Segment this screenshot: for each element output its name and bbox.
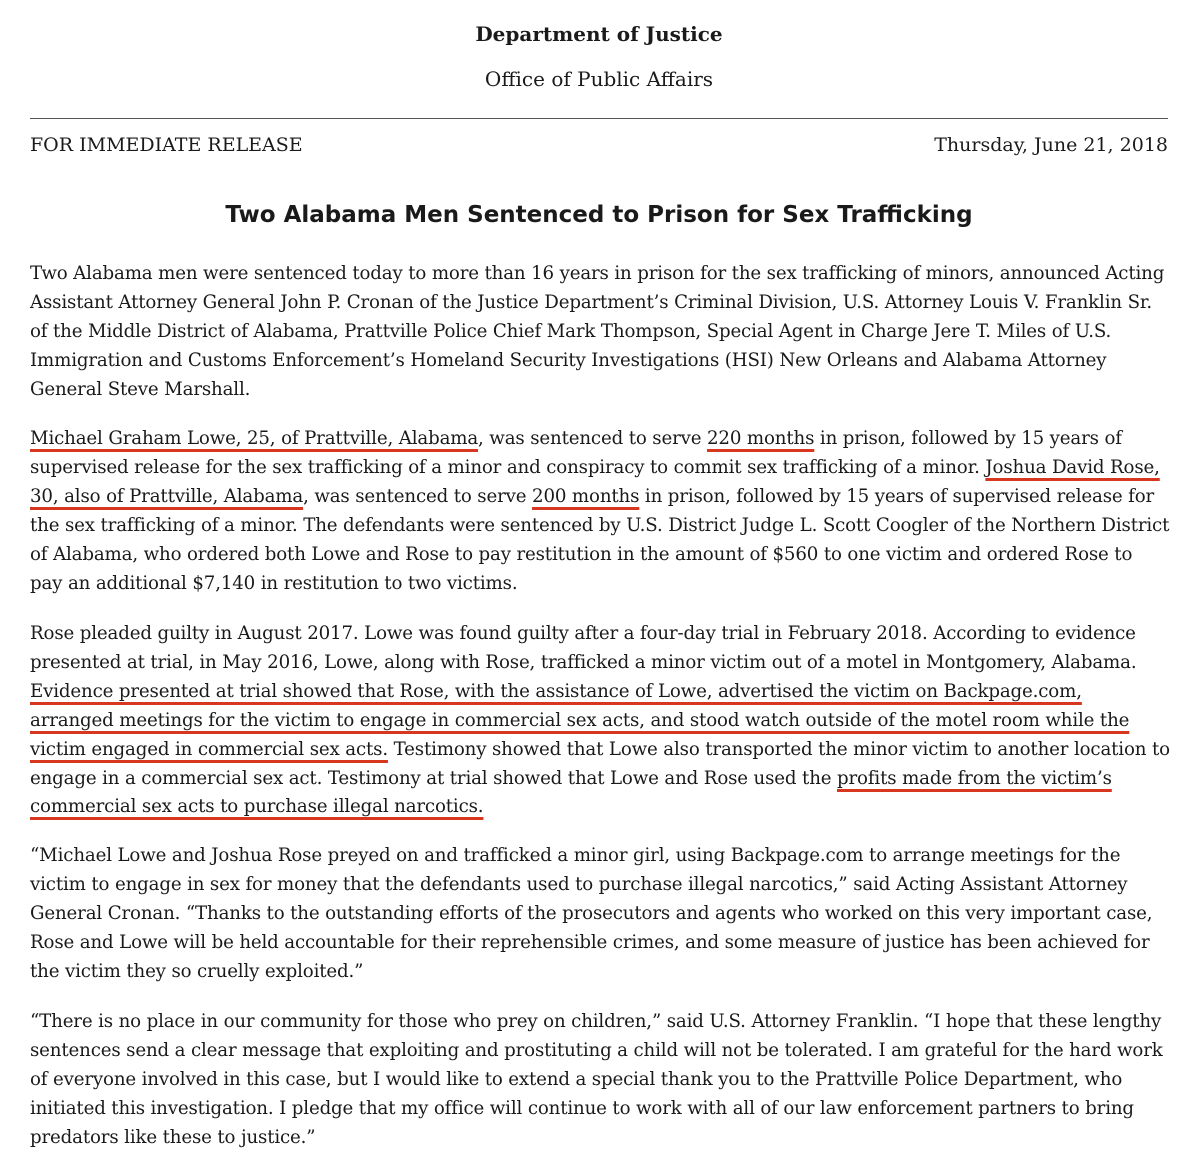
paragraph-text [30,620,1170,822]
release-label: FOR IMMEDIATE RELEASE [30,134,303,156]
highlighted-text: Joshua David Rose, 30, also of Prattville, Alabama [30,456,1160,507]
press-release-headline: Two Alabama Men Sentenced to Prison for Sex Trafficking [225,202,973,228]
highlighted-text: 200 months [532,485,640,507]
highlighted-text: Evidence presented at trial showed that Rose, with the assistance of Lowe, advertised the victim on Backpage.com, arranged meetings for the victim to engage in commercial sex acts, and stood watch outside of the motel room while the victim engaged in commercial sex acts. [30,680,1130,760]
paragraph-announcement [30,260,1170,405]
text-span: Testimony showed that Lowe also transported the minor victim to another location to engage in a commercial sex act. Testimony at trial showed that Lowe and Rose used the [30,738,1170,789]
paragraph-text [30,425,1170,598]
text-span: , was sentenced to serve [478,428,708,449]
paragraph-trial-evidence [30,620,1170,822]
release-date: Thursday, June 21, 2018 [934,134,1168,156]
text-span: Rose pleaded guilty in August 2017. Lowe was found guilty after a four-day trial in February 2018. According to evidence presented at trial, in May 2016, Lowe, along with Rose, trafficked a minor victim out of a motel in Montgomery, Alabama. [30,623,1137,673]
text-span: in prison, followed by 15 years of supervised release for the sex trafficking of a minor and conspiracy to commit sex trafficking of a minor. [30,428,1122,478]
header-divider [30,118,1168,119]
highlighted-text: profits made from the victim’s commercial sex acts to purchase illegal narcotics. [30,767,1112,818]
text-span: , was sentenced to serve [303,485,533,507]
paragraph-sentencing [30,425,1170,598]
paragraph-quote-cronan [30,842,1170,987]
release-row [30,134,1168,156]
paragraph-text: “Michael Lowe and Joshua Rose preyed on and trafficked a minor girl, using Backpage.com to arrange meetings for the victim to engage in sex for money that the defendants used to purchase illegal narcotics,” said Acting Assistant Attorney General Cronan. “Thanks to the outstanding efforts of the prosecutors and agents who worked on this very important case, Rose and Lowe will be held accountable for their reprehensible crimes, and some measure of justice has been achieved for the victim they so cruelly exploited.” [30,845,1153,982]
highlighted-text: 220 months [707,428,815,449]
highlighted-text: Michael Graham Lowe, 25, of Prattville, Alabama [30,428,479,449]
paragraph-text: “There is no place in our community for those who prey on children,” said U.S. Attorney Franklin. “I hope that these lengthy sentences send a clear message that exploiting and prostituting a child will not be tolerated. I am grateful for the hard work of everyone involved in this case, but I would like to extend a special thank you to the Prattville Police Department, who initiated this investigation. I pledge that my office will continue to work with all of our law enforcement partners to bring predators like these to justice.” [30,1011,1163,1148]
text-span: in prison, followed by 15 years of supervised release for the sex trafficking of a minor. The defendants were sentenced by U.S. District Judge L. Scott Coogler of the Northern District of Alabama, who ordered both Lowe and Rose to pay restitution in the amount of $560 to one victim and ordered Rose to pay an additional $7,140 in restitution to two victims. [30,485,1170,594]
paragraph-quote-franklin [30,1008,1170,1153]
paragraph-text: Two Alabama men were sentenced today to more than 16 years in prison for the sex trafficking of minors, announced Acting Assistant Attorney General John P. Cronan of the Justice Department’s Criminal Division, U.S. Attorney Louis V. Franklin Sr. of the Middle District of Alabama, Prattville Police Chief Mark Thompson, Special Agent in Charge Jere T. Miles of U.S. Immigration and Customs Enforcement’s Homeland Security Investigations (HSI) New Orleans and Alabama Attorney General Steve Marshall. [30,263,1165,400]
agency-name: Department of Justice [475,22,723,46]
office-name: Office of Public Affairs [484,67,714,91]
